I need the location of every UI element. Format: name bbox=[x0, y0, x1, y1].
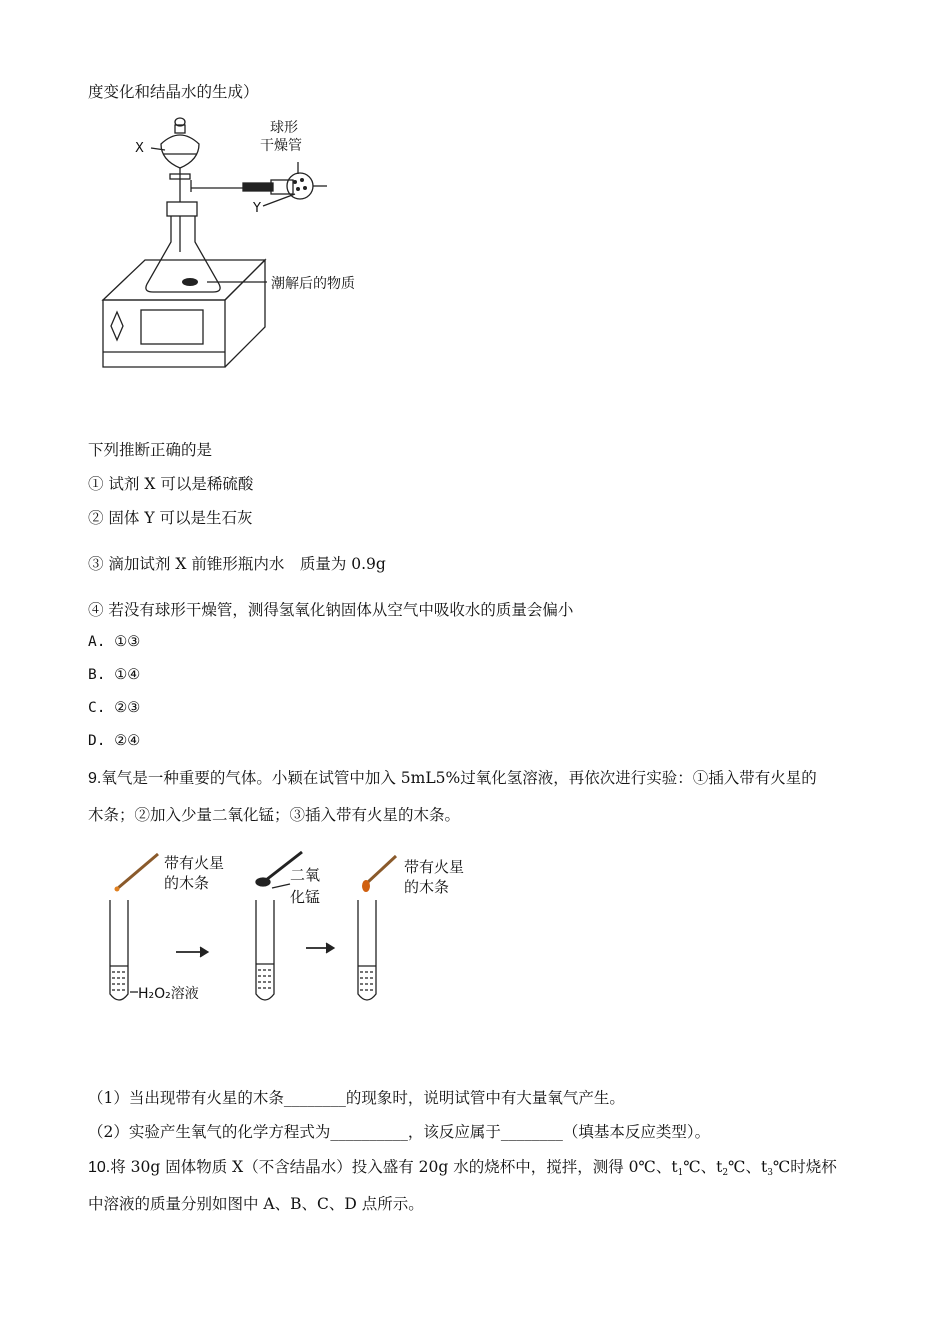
q9-line-1 bbox=[88, 766, 817, 788]
t3-subscript: 3 bbox=[767, 1168, 773, 1178]
stick-2-label-a: 带有火星 bbox=[404, 858, 465, 876]
q8-statement-1: ① 试剂 X 可以是稀硫酸 bbox=[88, 475, 254, 493]
q8-option-c: C. ②③ bbox=[88, 700, 141, 716]
q8-statement-4: ④ 若没有球形干燥管，测得氢氧化钠固体从空气中吸收水的质量会偏小 bbox=[88, 601, 574, 619]
dryer-label-2: 干燥管 bbox=[260, 138, 302, 154]
mno2-label-a: 二氧 bbox=[290, 866, 321, 884]
q8-prompt: 下列推断正确的是 bbox=[88, 441, 213, 459]
stick-1-label-b: 的木条 bbox=[164, 874, 210, 892]
q8-statement-2: ② 固体 Y 可以是生石灰 bbox=[88, 509, 253, 527]
q10-text-c: ℃、t bbox=[728, 1158, 768, 1176]
q10-text-a: 将 30g 固体物质 X（不含结晶水）投入盛有 20g 水的烧杯中，搅拌，测得 0℃、t bbox=[110, 1158, 678, 1176]
apparatus-figure bbox=[95, 112, 395, 374]
mno2-label-b: 化锰 bbox=[290, 888, 321, 906]
q9-subquestion-2: （2）实验产生氧气的化学方程式为__________，该反应属于________（填基本反应类型）。 bbox=[88, 1123, 711, 1141]
q10-text-b: ℃、t bbox=[683, 1158, 723, 1176]
q9-number: 9. bbox=[88, 770, 102, 787]
q10-text-d: ℃时烧杯 bbox=[772, 1158, 837, 1176]
test-tube-figure bbox=[100, 848, 490, 1008]
stick-1-label-a: 带有火星 bbox=[164, 854, 225, 872]
q9-subquestion-1: （1）当出现带有火星的木条________的现象时，说明试管中有大量氧气产生。 bbox=[88, 1089, 625, 1107]
q9-text-1: 氧气是一种重要的气体。小颖在试管中加入 5mL5%过氧化氢溶液，再依次进行实验：①插入带有火星的 bbox=[101, 769, 817, 787]
q10-number: 10. bbox=[88, 1159, 111, 1176]
substance-label: 潮解后的物质 bbox=[271, 276, 355, 292]
t1-subscript: 1 bbox=[677, 1168, 684, 1178]
q9-line-2: 木条；②加入少量二氧化锰；③插入带有火星的木条。 bbox=[88, 806, 461, 824]
dryer-label-1: 球形 bbox=[270, 120, 298, 136]
q10-line-2: 中溶液的质量分别如图中 A、B、C、D 点所示。 bbox=[88, 1195, 424, 1213]
label-x: X bbox=[135, 141, 144, 156]
solution-label: H₂O₂溶液 bbox=[138, 986, 199, 1002]
q10-line-1 bbox=[88, 1155, 837, 1178]
top-continuation-text: 度变化和结晶水的生成） bbox=[88, 83, 259, 101]
q8-option-a: A. ①③ bbox=[88, 634, 141, 650]
label-y: Y bbox=[253, 201, 261, 216]
q8-option-b: B. ①④ bbox=[88, 667, 141, 683]
stick-2-label-b: 的木条 bbox=[404, 878, 450, 896]
q8-option-d: D. ②④ bbox=[88, 733, 141, 749]
q8-statement-3: ③ 滴加试剂 X 前锥形瓶内水 质量为 0.9g bbox=[88, 555, 386, 573]
t2-subscript: 2 bbox=[722, 1168, 729, 1178]
